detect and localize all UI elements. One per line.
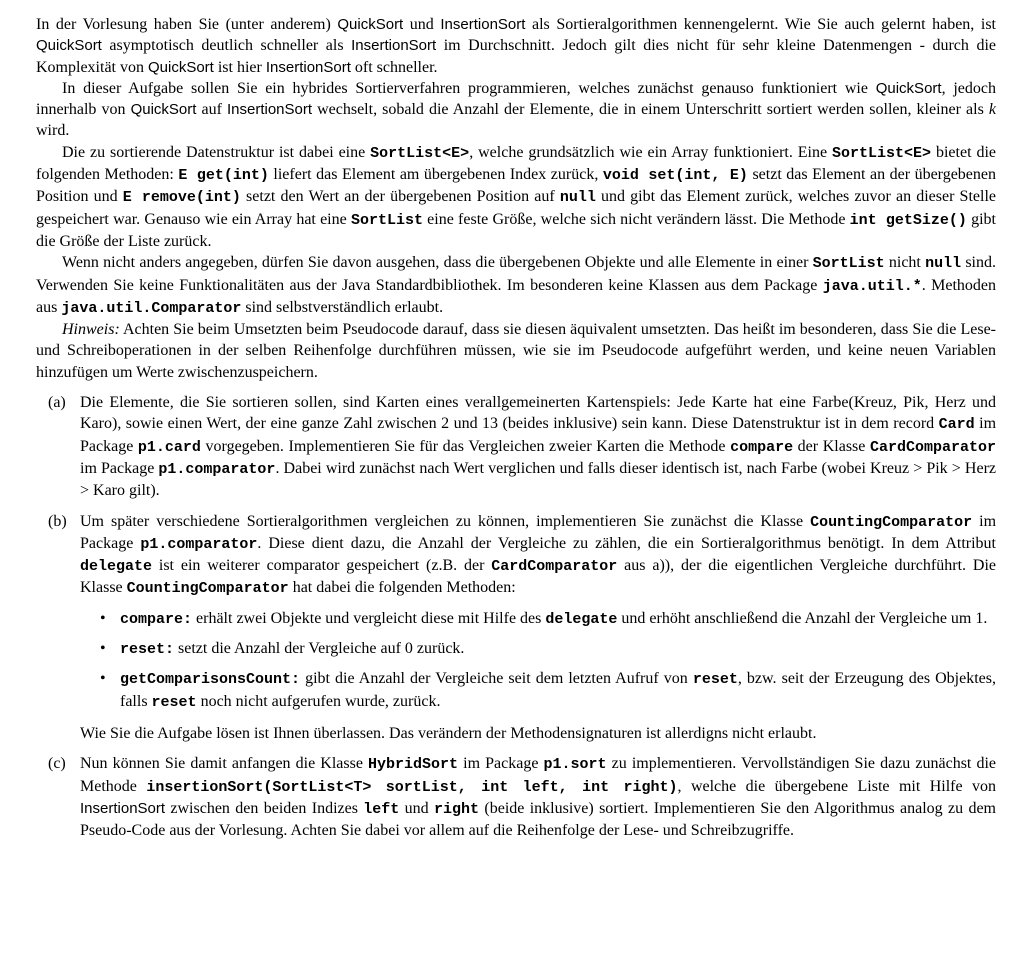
text: und bbox=[403, 16, 441, 33]
code: int getSize() bbox=[849, 211, 967, 229]
task-b bbox=[36, 511, 996, 745]
task-b-text bbox=[80, 511, 996, 600]
bullet-item bbox=[80, 668, 996, 713]
text: sind selbstverständlich erlaubt. bbox=[241, 298, 444, 316]
intro-paragraph-3 bbox=[36, 142, 996, 252]
text: hat dabei die folgenden Methoden: bbox=[288, 579, 516, 597]
algo-name: QuickSort bbox=[147, 58, 214, 76]
text: gibt die Größe der Liste zurück. bbox=[36, 210, 996, 250]
bullet-dot: • bbox=[100, 609, 106, 627]
code: java.util.Comparator bbox=[61, 299, 242, 317]
text: setzt die Anzahl der Vergleiche auf 0 zurück. bbox=[174, 640, 465, 658]
text: im Package bbox=[80, 415, 997, 455]
text: , welche grundsätzlich wie ein Array funktioniert. Eine bbox=[469, 143, 833, 161]
text: Nun können Sie damit anfangen die Klasse bbox=[80, 755, 369, 773]
text: zu implementieren. Vervollständigen Sie dazu zunächst die Methode bbox=[80, 755, 997, 795]
code: CountingComparator bbox=[810, 513, 973, 531]
text: . Diese dient dazu, die Anzahl der Vergleiche zu zählen, die ein Sortieralgorithmus benötigt. In dem Attribut bbox=[257, 534, 996, 552]
code: SortList bbox=[350, 211, 423, 229]
text: vorgegeben. Implementieren Sie für das Vergleichen zweier Karten die Methode bbox=[200, 437, 731, 455]
hint-label: Hinweis: bbox=[62, 321, 120, 339]
code: HybridSort bbox=[368, 756, 459, 774]
exercise-sheet bbox=[36, 14, 996, 850]
code: null bbox=[925, 255, 962, 273]
text: ist hier bbox=[213, 58, 266, 76]
text: Die zu sortierende Datenstruktur ist dabei eine bbox=[62, 143, 371, 161]
task-c bbox=[36, 753, 996, 841]
code: java.util.* bbox=[822, 277, 922, 295]
task-label: (c) bbox=[48, 755, 66, 773]
text: Um später verschiedene Sortieralgorithmen vergleichen zu können, implementieren Sie zunächst die Klasse bbox=[80, 512, 811, 530]
algo-name: QuickSort bbox=[875, 79, 942, 97]
text: noch nicht aufgerufen wurde, zurück. bbox=[196, 692, 441, 710]
code: CardComparator bbox=[491, 558, 618, 576]
task-label: (b) bbox=[48, 512, 67, 530]
text: , welche die übergebene Liste mit Hilfe von bbox=[677, 777, 997, 795]
text: asymptotisch deutlich schneller als bbox=[101, 37, 352, 55]
text: bietet die folgenden Methoden: bbox=[36, 143, 996, 184]
text: , jedoch innerhalb von bbox=[36, 79, 996, 119]
code: compare bbox=[730, 438, 794, 456]
algo-name: InsertionSort bbox=[80, 799, 166, 817]
text: sind. Verwenden Sie keine Funktionalitäten aus der Java Standardbibliothek. Im besonderen keine Klassen aus dem Package bbox=[36, 254, 996, 294]
intro-paragraph-1 bbox=[36, 14, 996, 78]
algo-name: InsertionSort bbox=[440, 16, 526, 33]
task-a-text bbox=[80, 392, 996, 501]
code: SortList<E> bbox=[370, 144, 470, 162]
code: CountingComparator bbox=[126, 580, 289, 598]
task-c-text bbox=[80, 753, 996, 841]
task-b-note: Wie Sie die Aufgabe lösen ist Ihnen überlassen. Das verändern der Methodensignaturen ist allerdigns nicht erlaubt. bbox=[80, 724, 817, 742]
text: im Package bbox=[458, 755, 544, 773]
code: p1.comparator bbox=[140, 535, 258, 553]
code: p1.card bbox=[137, 438, 201, 456]
code: delegate bbox=[545, 610, 618, 628]
task-list bbox=[36, 392, 996, 841]
text: auf bbox=[196, 101, 227, 119]
text: Achten Sie beim Umsetzten beim Pseudocode darauf, dass sie diesen äquivalent umsetzten. Das heißt im besonderen, dass Sie die Lese- und Schreiboperationen in der selben Reihenfolge durchführen müssen, wie sie im Pseudocode aufgeführt werden, und keine neuen Variablen hinzufügen um Werte zwischenzuspeichern. bbox=[36, 321, 996, 381]
code: void set(int, E) bbox=[602, 167, 748, 185]
text: aus a)), der die eigentlichen Vergleiche durchführt. Die Klasse bbox=[80, 557, 996, 597]
text: im Package bbox=[80, 512, 997, 552]
task-a bbox=[36, 392, 996, 501]
code: p1.sort bbox=[543, 756, 607, 774]
text: In der Vorlesung haben Sie (unter anderem) bbox=[36, 16, 338, 33]
code: p1.comparator bbox=[158, 460, 276, 478]
text: Wenn nicht anders angegeben, dürfen Sie davon ausgehen, dass die übergebenen Objekte und alle Elemente in einer bbox=[62, 254, 813, 272]
code: Card bbox=[938, 416, 975, 434]
code: getComparisonsCount: bbox=[120, 671, 301, 689]
code: reset: bbox=[120, 641, 175, 659]
code: null bbox=[559, 189, 596, 207]
algo-name: QuickSort bbox=[337, 16, 404, 33]
code: SortList bbox=[812, 255, 885, 273]
code: delegate bbox=[80, 558, 153, 576]
text: nicht bbox=[884, 254, 926, 272]
intro-paragraph-4 bbox=[36, 252, 996, 319]
text: im Package bbox=[80, 459, 159, 477]
algo-name: QuickSort bbox=[36, 37, 102, 55]
text: im Durchschnitt. Jedoch gilt dies nicht für sehr kleine Datenmengen - durch die Komplexität von bbox=[36, 37, 996, 76]
text: als Sortieralgorithmen kennengelernt. Wie Sie auch gelernt haben, ist bbox=[525, 16, 996, 33]
text: eine feste Größe, welche sich nicht verändern lässt. Die Methode bbox=[422, 210, 850, 228]
bullet-dot: • bbox=[100, 670, 106, 688]
bullet-dot: • bbox=[100, 640, 106, 658]
text: und bbox=[399, 799, 435, 817]
text: Die Elemente, die Sie sortieren sollen, sind Karten eines verallgemeinerten Kartenspiels: Jede Karte hat eine Farbe(Kreuz, Pik, Herz und Karo), sowie einen Wert, der eine ganze Zahl zwischen 2 und 13 (beides inklusive) sein kann. Diese Datenstruktur ist in dem record bbox=[80, 394, 996, 433]
bullet-item bbox=[80, 638, 996, 660]
algo-name: InsertionSort bbox=[265, 58, 351, 76]
hint-paragraph bbox=[36, 319, 996, 383]
text: . Dabei wird zunächst nach Wert verglichen und falls dieser identisch ist, nach Farbe (wobei Kreuz > Pik > Herz > Karo gilt). bbox=[80, 459, 996, 500]
code: compare: bbox=[120, 610, 193, 628]
text: und gibt das Element zurück, welches zuvor an dieser Stelle gespeichert war. Genauso wie ein Array hat eine bbox=[36, 188, 996, 228]
text: wechselt, sobald die Anzahl der Elemente, die in einem Unterschritt sortiert werden sollen, kleiner als bbox=[312, 101, 989, 119]
text: setzt den Wert an der übergebenen Position auf bbox=[240, 188, 560, 206]
code: E get(int) bbox=[178, 167, 269, 185]
algo-name: InsertionSort bbox=[351, 37, 437, 55]
code: left bbox=[363, 800, 400, 818]
text: liefert das Element am übergebenen Index zurück, bbox=[268, 166, 603, 184]
bullet-item bbox=[80, 608, 996, 630]
text: . Methoden aus bbox=[36, 276, 997, 316]
code: SortList<E> bbox=[832, 144, 932, 162]
text: und erhöht anschließend die Anzahl der Vergleiche um 1. bbox=[617, 609, 988, 627]
text: setzt das Element an der übergebenen Position und bbox=[36, 166, 997, 206]
text: ist ein weiterer comparator gespeichert (z.B. der bbox=[152, 557, 492, 575]
text: In dieser Aufgabe sollen Sie ein hybrides Sortierverfahren programmieren, welches zunächst genauso funktioniert wie bbox=[62, 79, 876, 97]
text: (beide inklusive) sortiert. Implementieren Sie den Algorithmus analog zu dem Pseudo-Code aus der Vorlesung. Achten Sie dabei vor allem auf die Reihenfolge der Lese- und Schreibzugriffe. bbox=[80, 799, 997, 840]
code: insertionSort(SortList<T> sortList, int left, int right) bbox=[146, 778, 678, 796]
code: right bbox=[434, 800, 480, 818]
text: der Klasse bbox=[793, 437, 870, 455]
math-variable: k bbox=[988, 101, 996, 119]
code: reset bbox=[692, 671, 738, 689]
algo-name: QuickSort bbox=[130, 101, 197, 119]
text: erhält zwei Objekte und vergleicht diese mit Hilfe des bbox=[192, 609, 546, 627]
text: gibt die Anzahl der Vergleiche seit dem letzten Aufruf von bbox=[300, 670, 693, 688]
code: E remove(int) bbox=[122, 189, 241, 207]
code: CardComparator bbox=[869, 438, 997, 456]
intro-paragraph-2 bbox=[36, 78, 996, 142]
text: zwischen den beiden Indizes bbox=[165, 799, 364, 817]
text: oft schneller. bbox=[350, 58, 438, 76]
code: reset bbox=[151, 693, 197, 711]
task-label: (a) bbox=[48, 394, 66, 412]
algo-name: InsertionSort bbox=[226, 101, 313, 119]
text: wird. bbox=[36, 122, 70, 140]
text: , bzw. seit der Erzeugung des Objektes, falls bbox=[120, 670, 997, 710]
